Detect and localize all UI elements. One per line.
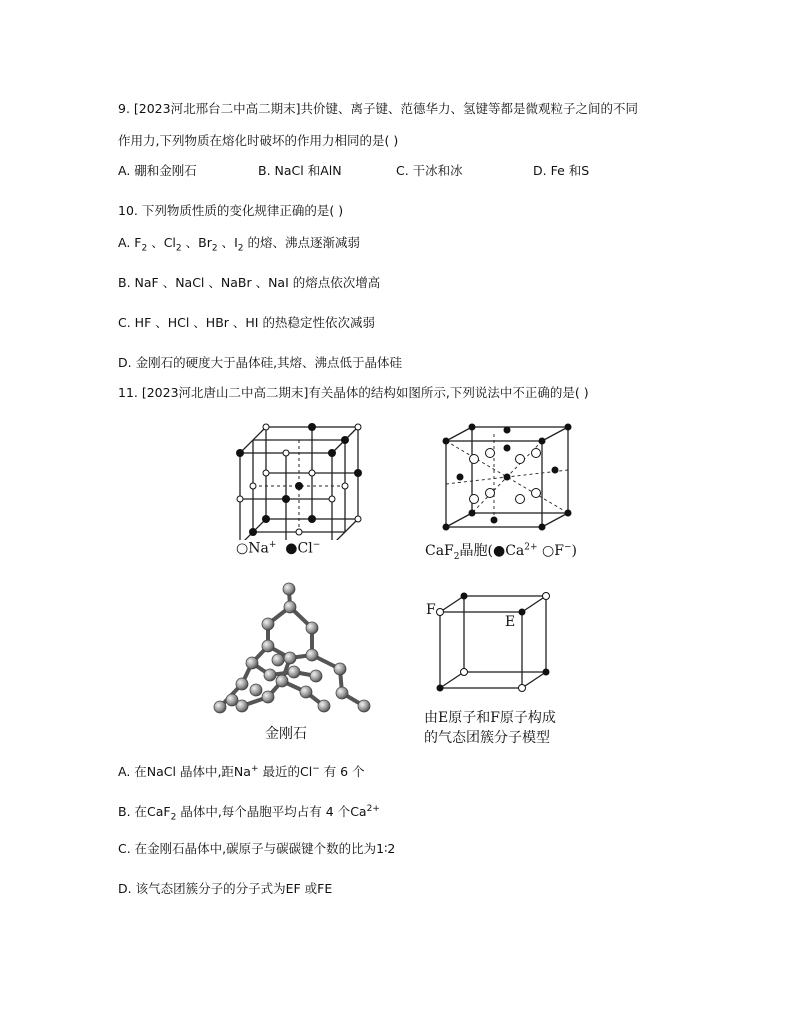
q11-option-c: C. 在金刚石晶体中,碳原子与碳碳键个数的比为1∶2 (118, 841, 396, 856)
q9-option-b: B. NaCl 和AlN (258, 163, 342, 178)
na-open-circle-icon: ○ (236, 540, 249, 557)
q10-option-d: D. 金刚石的硬度大于晶体硅,其熔、沸点低于晶体硅 (118, 355, 403, 370)
atom-label-f: F (426, 602, 436, 618)
f-open-circle-icon: ○ (542, 543, 555, 559)
caf2-legend: CaF$_2$晶胞($●Ca^{2+}$ ○F−) (425, 542, 577, 562)
q9-option-a: A. 硼和金刚石 (118, 163, 197, 178)
atom-label-e: E (505, 614, 516, 630)
cluster-caption-line2: 的气态团簇分子模型 (424, 730, 550, 746)
diamond-structure-figure (212, 580, 372, 720)
cluster-caption-line1: 由E原子和F原子构成 (424, 710, 556, 726)
cl-filled-circle-icon: ● (285, 540, 298, 557)
q10-option-a: A. $F_2$ 、$Cl_2$ 、$Br_2$ 、$I_2$ 的熔、沸点逐渐减弱 (118, 235, 360, 254)
q9-option-d: D. Fe 和S (533, 163, 590, 178)
ef-cluster-cube-figure (432, 590, 557, 695)
q10-stem: 10. 下列物质性质的变化规律正确的是( ) (118, 203, 344, 218)
q11-option-b: B. 在CaF$_2$ 晶体中,每个晶胞平均占有 4 个$Ca^{2+}$ (118, 804, 380, 823)
q11-stem: 11. [2023河北唐山二中高二期末]有关晶体的结构如图所示,下列说法中不正确的是( ) (118, 385, 589, 400)
caf2-unit-cell-figure (440, 423, 575, 535)
q10-option-c: C. HF 、HCl 、HBr 、HI 的热稳定性依次减弱 (118, 315, 375, 330)
nacl-legend: ○Na+ ●Cl− (236, 540, 321, 557)
nacl-lattice-figure (228, 415, 368, 540)
q11-option-d: D. 该气态团簇分子的分子式为EF 或FE (118, 881, 333, 896)
q9-option-c: C. 干冰和冰 (396, 163, 463, 178)
q11-option-a: A. 在NaCl 晶体中,距Na+ 最近的Cl− 有 6 个 (118, 764, 365, 780)
ca-filled-circle-icon: ● (492, 543, 506, 559)
q10-option-b: B. NaF 、NaCl 、NaBr 、NaI 的熔点依次增高 (118, 275, 381, 290)
diamond-caption: 金刚石 (265, 726, 307, 742)
q9-stem-line2: 作用力,下列物质在熔化时破坏的作用力相同的是( ) (118, 133, 399, 148)
q9-stem-line1: 9. [2023河北邢台二中高二期末]共价键、离子键、范德华力、氢键等都是微观粒子之间的不同 (118, 101, 638, 116)
